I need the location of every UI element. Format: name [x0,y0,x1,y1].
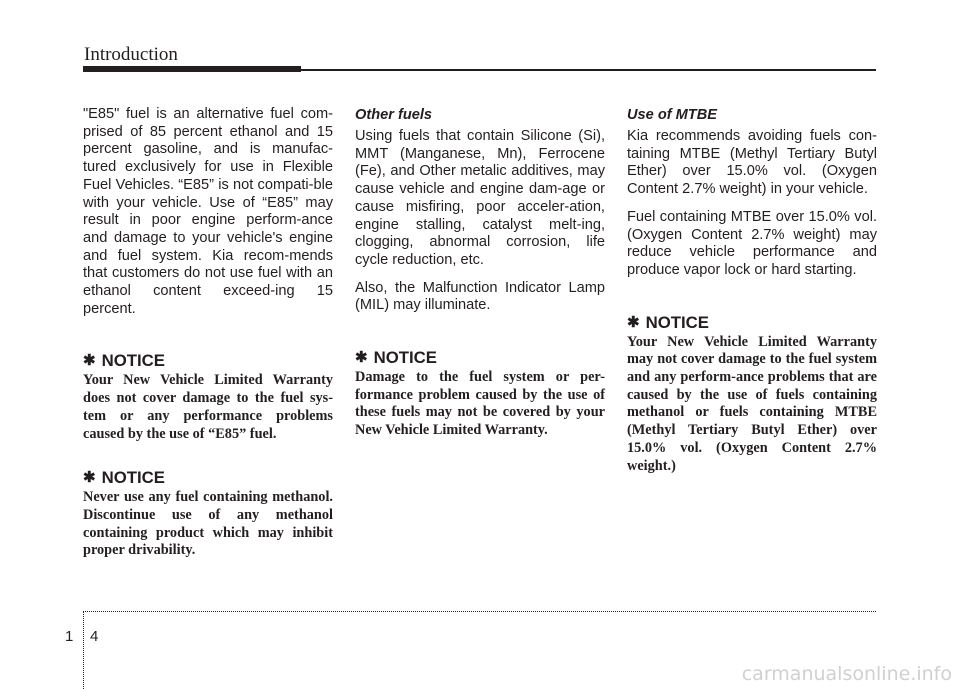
other-fuels-paragraph: Using fuels that contain Silicone (Si), MMT (Manganese, Mn), Ferrocene (Fe), and Other metalic additives, may cause vehicle and engine dam-age or cause misfiring, poor acceler-ation, engine stalling, catalyst melt-ing, clogging, abnormal corrosion, life cycle reduction, etc. [355,128,605,268]
header-rule-thick [83,66,301,72]
mtbe-paragraph: Kia recommends avoiding fuels con-taining MTBE (Methyl Tertiary Butyl Ether) over 15.0% vol. (Oxygen Content 2.7% weight) in your vehicle. [627,128,877,198]
notice-label: NOTICE [373,348,437,368]
column-2 [355,106,605,440]
notice-text: Never use any fuel containing methanol. Discontinue use of any methanol containing product which may inhibit proper drivability. [83,489,333,559]
notice-heading [355,349,605,367]
notice-star-icon: ✱ [355,349,368,367]
notice-heading [627,314,877,332]
notice-label: NOTICE [645,312,709,332]
header-rule-thin [301,69,876,71]
notice-heading [83,469,333,487]
notice-text: Your New Vehicle Limited Warranty does not cover damage to the fuel sys-tem or any performance problems caused by the use of “E85” fuel. [83,372,333,442]
section-heading-mtbe: Use of MTBE [627,107,717,123]
e85-paragraph: "E85" fuel is an alternative fuel com-prised of 85 percent ethanol and 15 percent gasoline, and is manufac-tured exclusively for use in Flexible Fuel Vehicles. “E85” is not compati-ble with your vehicle. Use of “E85” may result in poor engine perform-ance and damage to your vehicle's engine and fuel system. Kia recom-mends that customers do not use fuel with an ethanol content exceed-ing 15 percent. [83,106,333,317]
column-3 [627,106,877,475]
notice-star-icon: ✱ [83,469,96,487]
notice-star-icon: ✱ [627,313,640,331]
notice-heading [83,352,333,370]
page-header-title: Introduction [84,44,178,65]
notice-text: Damage to the fuel system or per-formance problem caused by the use of these fuels may not be covered by your New Vehicle Limited Warranty. [355,369,605,439]
chapter-number: 1 [65,628,74,645]
section-heading-other-fuels: Other fuels [355,107,433,123]
footer-vertical-divider [83,612,84,689]
mtbe-performance-paragraph: Fuel containing MTBE over 15.0% vol. (Oxygen Content 2.7% weight) may reduce vehicle performance and produce vapor lock or hard starting. [627,208,877,278]
mil-paragraph: Also, the Malfunction Indicator Lamp (MIL) may illuminate. [355,279,605,314]
notice-label: NOTICE [101,468,165,488]
notice-star-icon: ✱ [83,352,96,370]
footer-divider [83,611,876,612]
notice-text: Your New Vehicle Limited Warranty may not cover damage to the fuel system and any perform-ance problems that are caused by the use of fuels containing methanol or fuels containing MTBE (Methyl Tertiary Butyl Ether) over 15.0% vol. (Oxygen Content 2.7% weight.) [627,333,877,474]
column-1 [83,106,333,560]
watermark: carmanualsonline.info [741,663,952,685]
notice-label: NOTICE [101,351,165,371]
page-number: 4 [90,628,99,645]
